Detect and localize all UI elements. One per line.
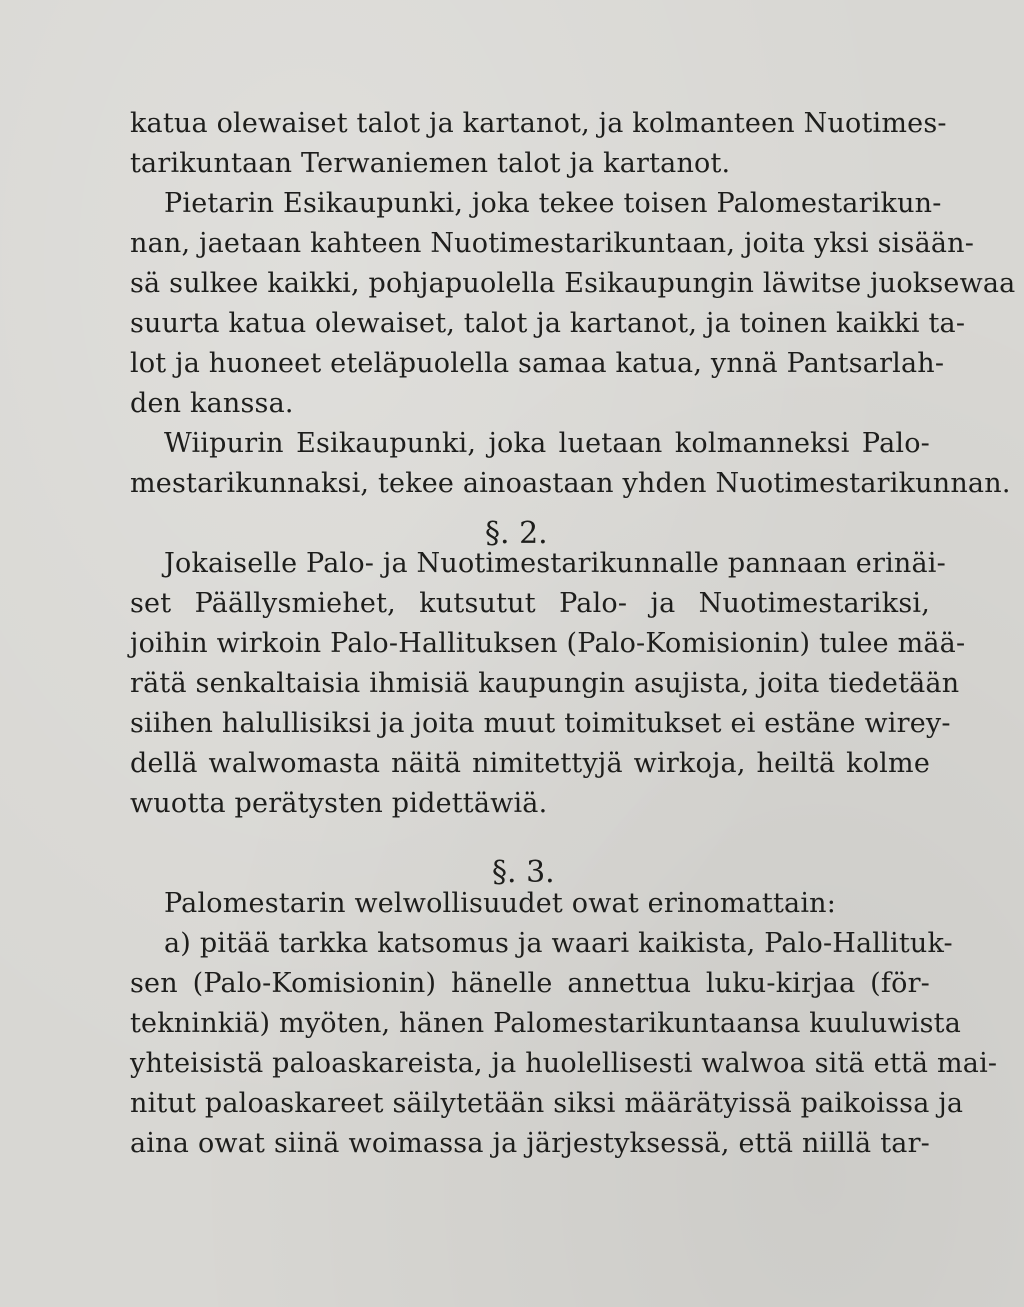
section-3-text [130,884,998,1164]
text-line: rätä senkaltaisia ihmisiä kaupungin asujista, joita tiedetään [130,668,960,699]
text-line: den kanssa. [130,388,294,419]
text-line: Wiipurin Esikaupunki, joka luetaan kolmanneksi Palo- [164,428,930,459]
text-line: dellä walwomasta näitä nimitettyjä wirkoja, heiltä kolme [130,748,930,779]
text-line: sen (Palo-Komisionin) hänelle annettua luku-kirjaa (för- [130,968,930,999]
text-line: set Päällysmiehet, kutsutut Palo- ja Nuotimestariksi, [130,588,930,619]
text-line: wuotta perätysten pidettäwiä. [130,788,548,819]
text-line: aina owat siinä woimassa ja järjestyksessä, että niillä tar- [130,1128,930,1159]
text-line: katua olewaiset talot ja kartanot, ja kolmanteen Nuotimes- [130,108,947,139]
text-line: sä sulkee kaikki, pohjapuolella Esikaupungin läwitse juoksewaa [130,268,1016,299]
text-line: tekninkiä) myöten, hänen Palomestarikuntaansa kuuluwista [130,1008,962,1039]
text-line: lot ja huoneet eteläpuolella samaa katua, ynnä Pantsarlah- [130,348,945,379]
section-1-text [130,104,1016,504]
text-line: nitut paloaskareet säilytetään siksi määrätyissä paikoissa ja [130,1088,964,1119]
text-line: a) pitää tarkka katsomus ja waari kaikista, Palo-Hallituk- [164,928,953,959]
text-line: joihin wirkoin Palo-Hallituksen (Palo-Komisionin) tulee mää- [130,628,966,659]
text-line: Pietarin Esikaupunki, joka tekee toisen Palomestarikun- [164,188,942,219]
text-line: mestarikunnaksi, tekee ainoastaan yhden Nuotimestarikunnan. [130,468,1011,499]
section-2-text [130,544,966,824]
text-line: siihen halullisiksi ja joita muut toimitukset ei estäne wirey- [130,708,951,739]
text-line: Palomestarin welwollisuudet owat erinomattain: [164,888,837,919]
section-heading: §. 3. [492,855,555,890]
text-line: tarikuntaan Terwaniemen talot ja kartanot. [130,148,731,179]
text-line: suurta katua olewaiset, talot ja kartanot, ja toinen kaikki ta- [130,308,966,339]
text-line: nan, jaetaan kahteen Nuotimestarikuntaan, joita yksi sisään- [130,228,975,259]
text-line: yhteisistä paloaskareista, ja huolellisesti walwoa sitä että mai- [130,1048,998,1079]
text-line: Jokaiselle Palo- ja Nuotimestarikunnalle pannaan erinäi- [164,548,946,579]
section-heading: §. 2. [485,516,548,551]
